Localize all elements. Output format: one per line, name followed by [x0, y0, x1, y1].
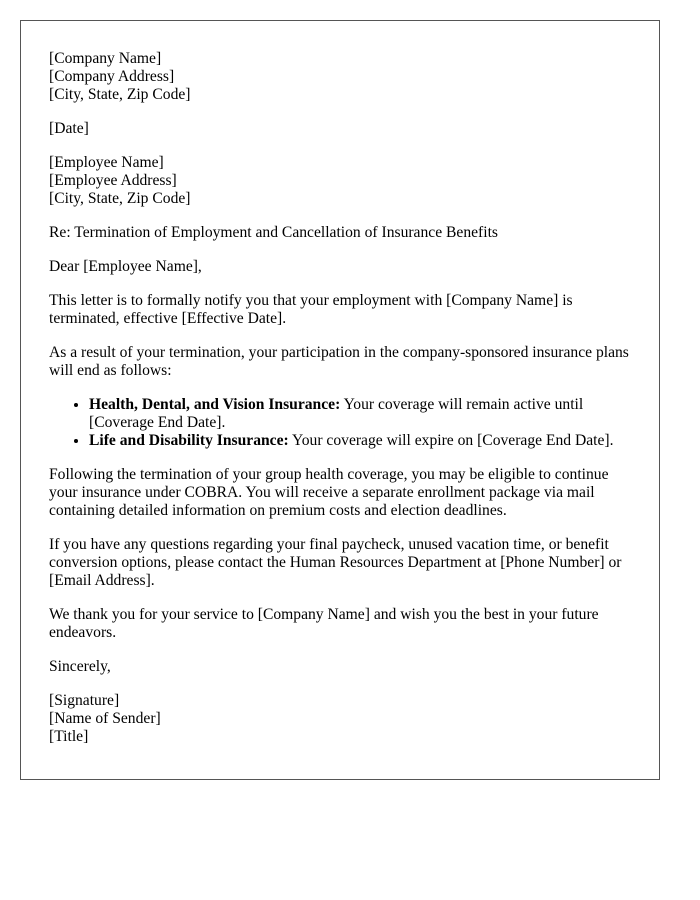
- letter-page: [20, 20, 660, 780]
- sender-address-block: [49, 50, 631, 104]
- recipient-employee-name: [Employee Name]: [49, 154, 164, 171]
- thanks-paragraph: We thank you for your service to [Company Name] and wish you the best in your future endeavors.: [49, 606, 599, 641]
- salutation: Dear [Employee Name],: [49, 258, 202, 275]
- signature-placeholder: [Signature]: [49, 692, 120, 709]
- closing: Sincerely,: [49, 658, 111, 675]
- sender-company-name: [Company Name]: [49, 50, 162, 67]
- date-block: [49, 120, 631, 138]
- questions-paragraph: If you have any questions regarding your final paycheck, unused vacation time, or benefit conversion options, please contact the Human Resources Department at [Phone Number] or [Email Address].: [49, 536, 622, 589]
- letter-date: [Date]: [49, 120, 89, 137]
- sender-title: [Title]: [49, 728, 89, 745]
- benefits-list: [49, 396, 631, 450]
- sender-name: [Name of Sender]: [49, 710, 161, 727]
- cobra-paragraph: Following the termination of your group health coverage, you may be eligible to continue your insurance under COBRA. You will receive a separate enrollment package via mail containing detailed information on premium costs and election deadlines.: [49, 466, 609, 519]
- recipient-city-state-zip: [City, State, Zip Code]: [49, 190, 191, 207]
- sender-company-address: [Company Address]: [49, 68, 175, 85]
- subject-line: Re: Termination of Employment and Cancellation of Insurance Benefits: [49, 224, 498, 241]
- benefit-title: Health, Dental, and Vision Insurance:: [89, 396, 341, 413]
- benefit-text: Your coverage will remain active until [Coverage End Date].: [89, 396, 584, 431]
- recipient-employee-address: [Employee Address]: [49, 172, 177, 189]
- list-item: [89, 396, 631, 432]
- benefit-title: Life and Disability Insurance:: [89, 432, 289, 449]
- coverage-intro-paragraph: As a result of your termination, your participation in the company-sponsored insurance plans will end as follows:: [49, 344, 629, 379]
- benefit-text: Your coverage will expire on [Coverage End Date].: [288, 432, 614, 449]
- signature-block: [49, 692, 631, 746]
- notice-paragraph: This letter is to formally notify you that your employment with [Company Name] is terminated, effective [Effective Date].: [49, 292, 573, 327]
- recipient-address-block: [49, 154, 631, 208]
- list-item: [89, 432, 631, 450]
- sender-city-state-zip: [City, State, Zip Code]: [49, 86, 191, 103]
